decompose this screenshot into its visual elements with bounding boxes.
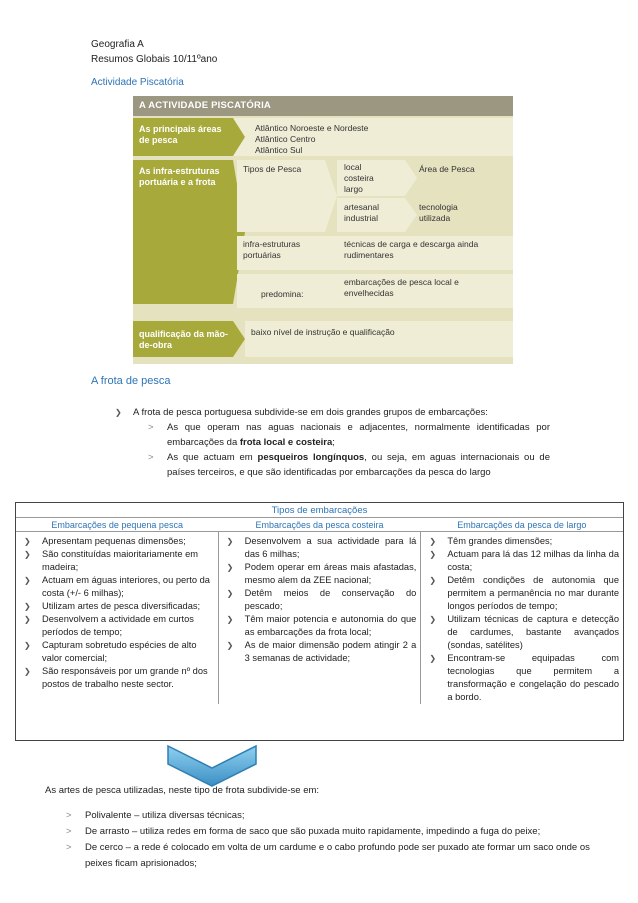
arrow-bullet-icon: ❯ [115, 408, 122, 417]
item-text: Desenvolvem a sua actividade para lá das 6 milhas; [244, 536, 417, 559]
fishing-arts-list [66, 808, 606, 872]
item-text: Utilizam artes de pesca diversificadas; [42, 601, 201, 611]
artesanal-label: artesanal industrial [344, 202, 379, 223]
list-item [223, 587, 417, 613]
arrow-bullet-icon: ❯ [226, 563, 234, 572]
qualificacao-value: baixo nível de instrução e qualificação [251, 327, 395, 337]
course-title: Geografia A [91, 39, 144, 50]
arrow-bullet-icon: ❯ [429, 654, 437, 663]
arrow-bullet-icon: ❯ [429, 550, 437, 559]
course-subtitle: Resumos Globais 10/11ºano [91, 54, 218, 65]
infra-portuarias-label: infra-estruturas portuárias [243, 239, 301, 260]
item-text: Encontram-se equipadas com tecnologias que permitem a transformação e congelação do pescado a bordo. [447, 653, 620, 702]
infra-label: As infra-estruturas portuária e a frota [139, 166, 220, 187]
sub2-bold: pesqueiros longínquos [257, 452, 365, 463]
header-deep-sea-fishing: Embarcações da pesca de largo [457, 520, 587, 530]
item-text: Actuam em águas interiores, ou perto da costa (+/- 6 milhas); [42, 575, 210, 598]
column-deep-sea-fishing [420, 532, 623, 704]
header-small-fishing: Embarcações de pequena pesca [51, 520, 183, 530]
arrow-bullet-icon: ❯ [226, 537, 234, 546]
area-atlantic-south: Atlântico Sul [255, 145, 303, 155]
section-title: A frota de pesca [91, 375, 171, 387]
arrow-bullet-icon: ❯ [24, 602, 31, 611]
arrow-bullet-icon: ❯ [24, 537, 31, 546]
area-pesca-label: Área de Pesca [419, 164, 475, 174]
list-item [425, 652, 619, 704]
list-item [20, 613, 214, 639]
item-text: Capturam sobretudo espécies de alto valor comercial; [42, 640, 197, 663]
list-item [425, 574, 619, 613]
arrow-bullet-icon: ❯ [429, 576, 437, 585]
chevron-right-icon: > [66, 810, 72, 821]
area-atlantic-center: Atlântico Centro [255, 134, 316, 144]
item-text: Podem operar em áreas mais afastadas, mesmo alem da ZEE nacional; [244, 562, 417, 585]
sub1-pre: As que operam nas aguas nacionais e adjacentes, normalmente identificadas por embarcações da [167, 422, 550, 448]
list-item [223, 535, 417, 561]
sub-bullet-local [115, 420, 550, 450]
item-text: São constituídas maioritariamente em madeira; [42, 549, 199, 572]
item-text: Actuam para lá das 12 milhas da linha da costa; [447, 549, 620, 572]
tecnicas-label: técnicas de carga e descarga ainda rudimentares [344, 239, 479, 260]
list-item [425, 535, 619, 548]
item-text: De arrasto – utiliza redes em forma de saco que são puxada muito rapidamente, impedindo a fuga do peixe; [85, 826, 541, 837]
areas-label: As principais áreas de pesca [139, 124, 222, 145]
vessel-types-table [15, 502, 624, 741]
list-item [425, 548, 619, 574]
sub2-post: , ou seja, em aguas internacionais ou de países terceiros, e que são identificadas por embarcações da pesca do largo [167, 452, 550, 478]
chevron-right-icon: > [66, 826, 72, 837]
header-coastal-fishing: Embarcações da pesca costeira [255, 520, 384, 530]
sub1-bold: frota local e costeira [239, 437, 333, 448]
list-item [223, 561, 417, 587]
item-text: Apresentam pequenas dimensões; [42, 536, 186, 546]
local-label: local costeira largo [344, 162, 374, 194]
arrow-bullet-icon: ❯ [24, 667, 31, 676]
arrow-bullet-icon: ❯ [24, 615, 31, 624]
predomina-label: predomina: [261, 289, 304, 299]
item-text: Têm grandes dimensões; [447, 536, 553, 546]
arrow-bullet-icon: ❯ [226, 589, 234, 598]
frota-bullets [115, 405, 550, 480]
list-item [223, 613, 417, 639]
chevron-right-icon: > [148, 422, 154, 433]
embarcacoes-label: embarcações de pesca local e envelhecidas [344, 277, 459, 298]
tipos-label: Tipos de Pesca [243, 164, 302, 174]
list-item [223, 639, 417, 665]
qualificacao-label: qualificação da mão-de-obra [139, 329, 229, 350]
down-arrow-icon [166, 744, 258, 788]
arrow-bullet-icon: ❯ [429, 537, 437, 546]
item-text: Utilizam técnicas de captura e detecção de cardumes, bastante avançados (sondas, satélites) [447, 614, 620, 650]
tecnologia-label: tecnologia utilizada [419, 202, 458, 223]
main-bullet-text: A frota de pesca portuguesa subdivide-se em dois grandes grupos de embarcações: [133, 407, 488, 418]
table-header-row [16, 518, 623, 532]
main-bullet [115, 405, 550, 420]
sub1-post: ; [332, 437, 335, 448]
item-text: São responsáveis por um grande nº dos postos de trabalho neste sector. [42, 666, 208, 689]
chevron-right-icon: > [148, 452, 154, 463]
document-header [91, 37, 217, 90]
list-item [20, 639, 214, 665]
arrow-bullet-icon: ❯ [24, 641, 31, 650]
list-item [20, 600, 214, 613]
chevron-right-icon: > [66, 842, 72, 853]
arrow-bullet-icon: ❯ [24, 576, 31, 585]
list-item [20, 574, 214, 600]
fishing-arts-intro: As artes de pesca utilizadas, neste tipo de frota subdivide-se em: [45, 785, 320, 796]
item-text: As de maior dimensão podem atingir 2 a 3 semanas de actividade; [244, 640, 417, 663]
item-text: Têm maior potencia e autonomia do que as embarcações da frota local; [244, 614, 417, 637]
list-item [66, 840, 606, 872]
item-text: Detêm condições de autonomia que permitem a permanência no mar durante longos períodos de tempo; [447, 575, 620, 611]
topic-title: Actividade Piscatória [91, 77, 184, 88]
list-item [425, 613, 619, 652]
table-title: Tipos de embarcações [16, 503, 623, 518]
list-item [20, 535, 214, 548]
arrow-bullet-icon: ❯ [226, 641, 234, 650]
list-item [20, 665, 214, 691]
table-body [16, 532, 623, 704]
sub-bullet-largo [115, 450, 550, 480]
item-text: Desenvolvem a actividade em curtos períodos de tempo; [42, 614, 194, 637]
list-item [66, 824, 606, 840]
arrow-bullet-icon: ❯ [226, 615, 234, 624]
arrow-bullet-icon: ❯ [24, 550, 31, 559]
arrow-bullet-icon: ❯ [429, 615, 437, 624]
column-small-fishing [16, 532, 218, 704]
fishing-activity-diagram [133, 96, 513, 364]
diagram-title: A ACTIVIDADE PISCATÓRIA [133, 96, 513, 116]
item-text: Polivalente – utiliza diversas técnicas; [85, 810, 245, 821]
list-item [66, 808, 606, 824]
area-atlantic-north: Atlântico Noroeste e Nordeste [255, 123, 369, 133]
list-item [20, 548, 214, 574]
item-text: Detêm meios de conservação do pescado; [244, 588, 417, 611]
item-text: De cerco – a rede é colocado em volta de um cardume e o cabo profundo pode ser puxado ate formar um saco onde os peixes ficam aprisionados; [85, 842, 590, 869]
column-coastal-fishing [218, 532, 421, 704]
sub2-pre: As que actuam em [167, 452, 258, 463]
